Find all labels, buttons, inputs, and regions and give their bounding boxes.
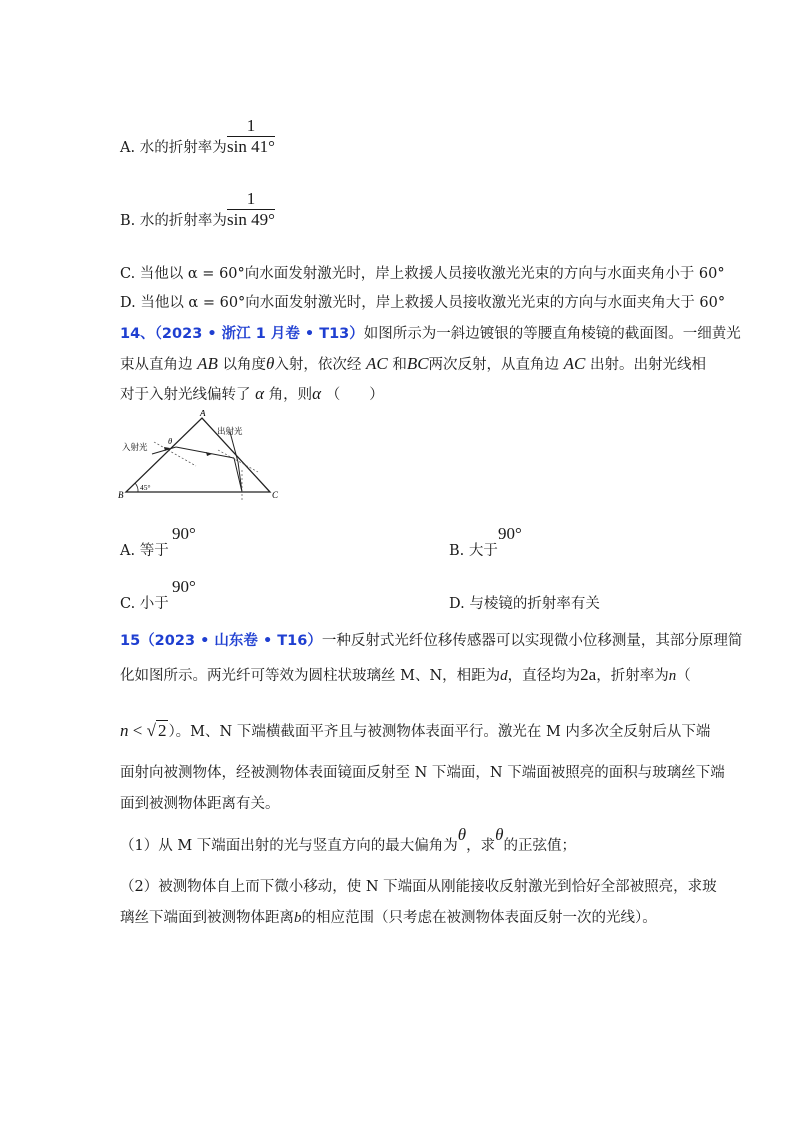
question-15-line4: 面射向被测物体，经被测物体表面镜面反射至 N 下端面，N 下端面被照亮的面积与玻璃丝下端 — [120, 765, 725, 781]
question-15-line1: 15（2023 • 山东卷 • T16）一种反射式光纤位移传感器可以实现微小位移测量，其部分原理简 — [120, 633, 743, 649]
option-13-c: C. 当他以 α = 60°向水面发射激光时，岸上救援人员接收激光光束的方向与水面夹角小于 60° — [120, 266, 725, 282]
sqrt-expression: √ 2 — [146, 721, 167, 740]
angle-45-arc — [135, 483, 138, 492]
option-14-c-value: 90° — [172, 577, 196, 596]
option-14-b-value: 90° — [498, 524, 522, 543]
question-15-sub1: （1）从 M 下端面出射的光与竖直方向的最大偏角为θ，求θ的正弦值； — [120, 825, 577, 854]
label-theta: θ — [168, 436, 173, 446]
option-14-c: C. 小于 — [120, 596, 169, 612]
option-13-a: A. 水的折射率为 — [120, 140, 227, 156]
question-15-sub2-line2: 璃丝下端面到被测物体距离b的相应范围（只考虑在被测物体表面反射一次的光线）。 — [120, 910, 657, 926]
question-15-line5: 面到被测物体距离有关。 — [120, 796, 280, 812]
option-14-a: A. 等于 — [120, 543, 169, 559]
label-incident: 入射光 — [122, 443, 148, 453]
question-15-line2: 化如图所示。两光纤可等效为圆柱状玻璃丝 M、N，相距为d，直径均为2a，折射率为n（ — [120, 665, 691, 684]
option-13-d: D. 当他以 α = 60°向水面发射激光时，岸上救援人员接收激光光束的方向与水面夹角大于 60° — [120, 295, 726, 311]
question-14-tag: 14、（2023 • 浙江 1 月卷 • T13） — [120, 326, 364, 342]
option-14-a-value: 90° — [172, 524, 196, 543]
label-vertex-b: B — [118, 490, 124, 500]
label-45: 45° — [140, 483, 151, 492]
question-14-line3: 对于入射光线偏转了 α 角，则α （ ） — [120, 384, 384, 403]
question-15-tag: 15（2023 • 山东卷 • T16） — [120, 633, 322, 649]
label-vertex-a: A — [200, 410, 206, 418]
label-vertex-c: C — [272, 490, 279, 500]
label-exit: 出射光 — [217, 427, 243, 437]
normal-line-ab — [154, 442, 196, 466]
option-14-d: D. 与棱镜的折射率有关 — [449, 596, 600, 612]
option-14-b: B. 大于 — [449, 543, 498, 559]
prism-figure — [118, 410, 288, 502]
question-14-line1: 14、（2023 • 浙江 1 月卷 • T13）如图所示为一斜边镀银的等腰直角棱镜的截面图。一细黄光 — [120, 326, 741, 342]
question-15-line3: n < √ 2 ）。M、N 下端横截面平齐且与被测物体表面平行。激光在 M 内多次全反射后从下端 — [120, 721, 711, 740]
question-14-line2: 束从直角边 AB 以角度θ入射，依次经 AC 和BC两次反射，从直角边 AC 出射。出射光线相 — [120, 354, 706, 373]
refracted-ray — [176, 447, 234, 458]
prism-triangle — [126, 418, 270, 492]
option-13-b: B. 水的折射率为 — [120, 213, 227, 229]
fraction-13-a: 1 sin 41° — [227, 116, 275, 156]
incident-ray — [152, 447, 176, 454]
arrow-head-refracted — [206, 452, 212, 456]
question-15-sub2-line1: （2）被测物体自上而下微小移动，使 N 下端面从刚能接收反射激光到恰好全部被照亮，求玻 — [120, 879, 717, 895]
fraction-13-b: 1 sin 49° — [227, 189, 275, 229]
